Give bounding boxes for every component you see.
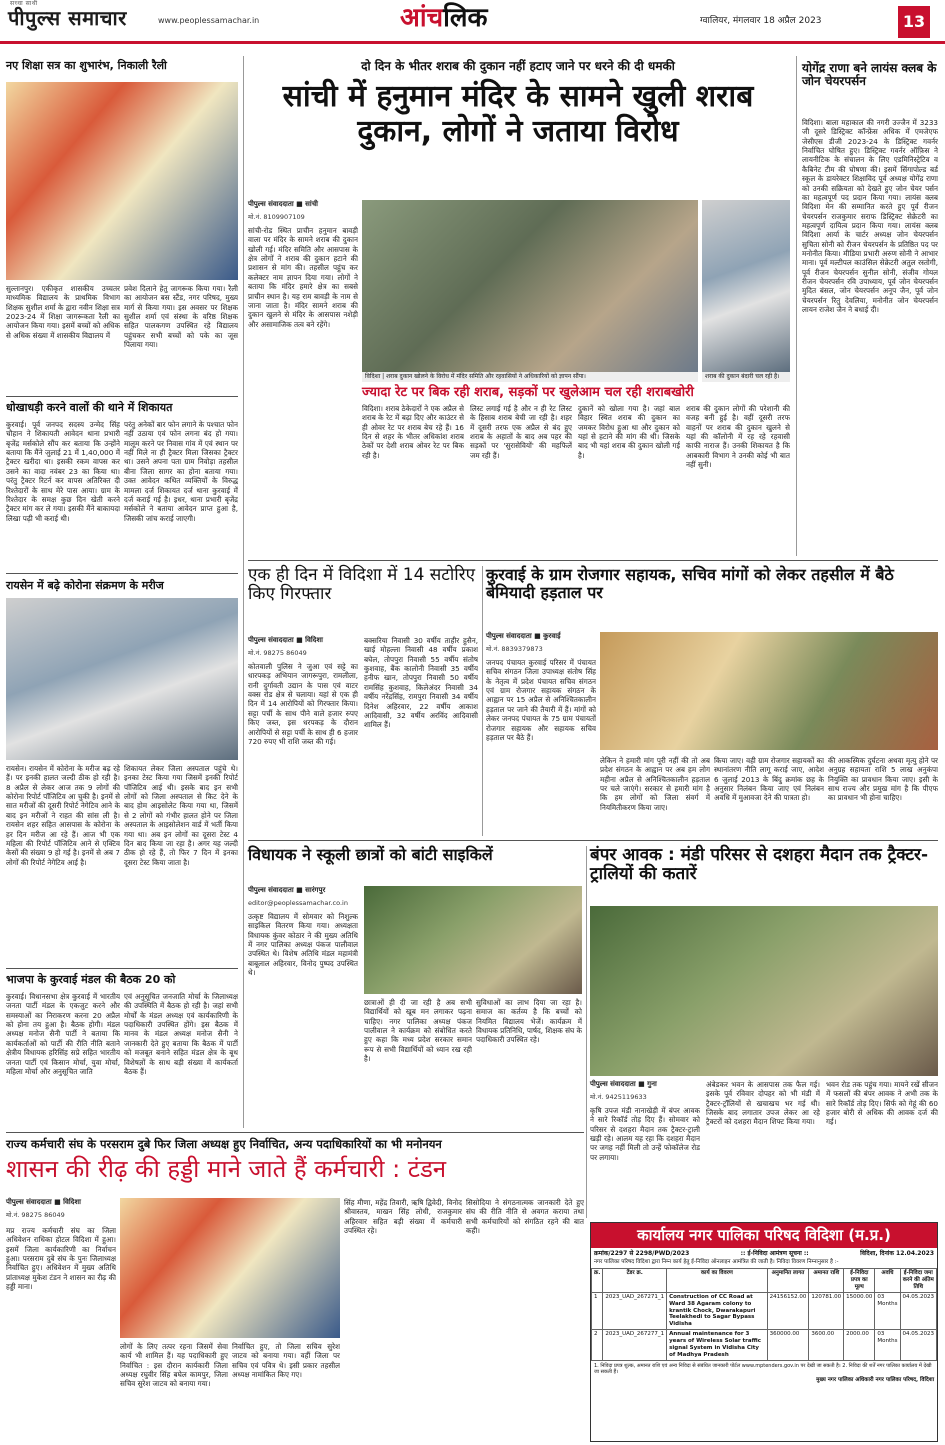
photo-protest <box>362 200 698 372</box>
notice-title: कार्यालय नगर पालिका परिषद विदिशा (म.प्र.) <box>591 1223 937 1248</box>
table-header: टेंडर क्र. <box>603 1269 667 1293</box>
right-headline: योगेंद्र राणा बने लायंस क्लब के जोन चेयरपर्सन <box>802 61 937 89</box>
story3-text-a: रायसेन। रायसेन में कोरोना के मरीज बढ़ रहे हैं। पर इनकी हालत जल्दी ठीक हो रही है। 8 अप्रैल से लेकर आज तक 9 लोगों की कोरोना रिपोर्ट पॉजिटिव आ चुकी है। इनमें से सात मरीजों की दूसरी रिपोर्ट नेगेटिव आने के बाद इन मरीजों ने राहत की सांस ली है। रायसेन शहर सहित आसपास के कोरोना के हर दिन मरीज आ रहे हैं। आज भी एक महिला की रिपोर्ट पॉजिटिव आने से एक्टिव केसों की संख्या 9 हो गई है। इनमें से अब 7 लोगों की रिपोर्ट नेगेटिव आई है। <box>6 764 120 867</box>
photo-liquor-shop <box>702 200 790 372</box>
headline-story2: धोखाधड़ी करने वालों की थाने में शिकायत <box>6 401 173 414</box>
table-cell: 360000.00 <box>767 1330 809 1361</box>
notice-signature: मुख्य नगर पालिका अधिकारी नगर पालिका परिषद, विदिशा <box>816 1377 934 1384</box>
divider <box>6 968 238 969</box>
notice-date: विदिशा, दिनांक 12.04.2023 <box>860 1249 934 1257</box>
union-mobile: मो.नं. 98275 86049 <box>6 1211 65 1219</box>
dateline: ग्वालियर, मंगलवार 18 अप्रैल 2023 <box>700 16 822 26</box>
photo-tractors <box>590 906 938 1076</box>
lead-byline: पीपुल्स संवाददाता ■ सांची <box>248 200 318 208</box>
notice-meta <box>591 1248 937 1260</box>
table-cell: Annual maintenance for 3 years of Wireless Solar traffic signal System in Vidisha City of Madhya Pradesh <box>667 1330 768 1361</box>
sub-lead-text-b: लिस्ट लगाई गई है और न ही रेट लिस्ट के हिसाब शराब बेची जा रही है। शहर में दूसरी तरफ एक अप्रैल से बंद हुए शराब के अहातों के बाद अब पहर की सड़कों पर 'सुरासेवियों' की महफिलें जम रही हैं। <box>470 404 572 460</box>
mandi-headline: बंपर आवक : मंडी परिसर से दशहरा मैदान तक ट्रैक्टर-ट्रालियों की कतारें <box>590 845 929 884</box>
strike-text-c: किया जाए। वही ग्राम रोजगार सहायकों का स्थानांतरण नीति लागू कराई जाए, आदेश 6 जुलाई 2013 के बिंदु क्रमांक छह के अनुसार निलंबन किया जाए एवं निलंबन अवधि में मुआवजा देने की पात्रता हो। <box>714 756 824 803</box>
sub-lead-text-d: शराब की दुकान लोगों की परेशानी की वजह बनी हुई है। वहीं दूसरी तरफ वाहनों पर शराब की दुकान खुलने से यहां की कॉलोनी में रह रहे रहवासी काफी नाराज हैं। उनकी शिकायत है कि आबकारी विभाग ने उनकी कोई भी बात नहीं सुनी। <box>686 404 790 470</box>
story-14-headline: एक ही दिन में विदिशा में 14 सटोरिए किए गिरफ्तार <box>248 565 476 604</box>
divider <box>248 840 938 841</box>
story-14-mobile: मो.नं. 98275 86049 <box>248 649 307 657</box>
notice-table <box>591 1268 937 1361</box>
divider <box>6 396 238 397</box>
story2-text-a: कुरवाई। पूर्व जनपद सदस्य उन्मेद सिंह चौहान ने शिकायती आवेदन थाना प्रभारी बृजेंद्र मर्सकोले सौंप कर बताया कि उन्होंने बताया कि मैंने जुलाई 21 में 1,40,000 में ट्रैक्टर खरीदा था। इसकी रकम वापस कर उसने का वादा नवंबर 23 का किया था। परंतु ट्रैक्टर रिटर्न कर वापस अतिरिक्त दी रिश्तेदारों के साथ मेरे पास आया। ग्राम के रिश्तेदार के समक्ष कुछ दिन खेती करने ट्रैक्टर मांग कर ले गया। इसकी मैंने बाकायदा लिखा पढ़ी भी कराई थी। <box>6 420 120 523</box>
table-header: ई-निविदा जमा करने की अंतिम तिथि <box>900 1269 937 1293</box>
photo-strike <box>600 632 938 750</box>
story4-text-b: एवं अनुसूचित जनजाति मोर्चा के जिलाध्यक्ष की उपस्थिति में बैठक हो रही है। जहां सभी मोर्चों के मंडल अध्यक्ष एवं कार्यकारिणी के पदाधिकारी उपस्थित होंगे। इस बैठक में मानव के मंडल अध्यक्ष मनोज सैनी ने जानकारी देते हुए बताया कि बैठक में पार्टी को मजबूत बनाने सहित मंडल क्षेत्र के बूथ विशेषज्ञों के साथ बड़ी संख्या में कार्यकर्ता बैठक हैं। <box>124 992 238 1076</box>
sub-lead-headline: ज्यादा रेट पर बिक रही शराब, सड़कों पर खुलेआम चल रही शराबखोरी <box>362 385 694 400</box>
union-text-a: मप्र राज्य कर्मचारी संघ का जिला अधिवेशन राधिका होटल विदिशा में हुआ। इसमें जिला कार्यकारिणी का निर्वाचन हुआ। परसराम दुबे संघ के पुनः जिलाध्यक्ष निर्वाचित हुए। अधिवेशन में मुख्य अतिथि प्रांताध्यक्ष मुकेश टंडन ने शासन का रीढ़ की हड्डी माना। <box>6 1226 116 1292</box>
union-text-c: निर्वाचित हुए, तो जिला सचिव सुरेश जाटव को बनाया गया। वहीं जिला पर सचिव एवं पवित्र थे। इसी प्रकार तहसील अध्यक्ष नामांकित किए गए। <box>232 1342 340 1380</box>
table-cell: 15000.00 <box>844 1292 875 1329</box>
union-headline: शासन की रीढ़ की हड्डी माने जाते हैं कर्मचारी : टंडन <box>6 1155 447 1183</box>
mla-text-b: छात्राओं ही दी जा रही है अब सभी विद्यार्थियों को खूब मन लगाकर पढ़ना चाहिए। नगर पालिका अध्यक्ष पंकज पालीवाल ने कार्यक्रम को संबोधित करते हुए कहा कि मध्य प्रदेश सरकार समान रूप से सभी विद्यार्थियों को ध्यान रख रही है। <box>364 998 472 1064</box>
lead-text-a: सांची-रोड स्थित प्राचीन हनुमान बावड़ी वाला पर मंदिर के सामने शराब की दुकान खोली गई। मंदिर समिति और आसपास के क्षेत्र लोगों ने शराब की दुकान हटाने की प्रशासन से मांग की। तहसील पहुंच कर कलेक्टर नाम ज्ञापन दिया गया। लोगों ने बताया कि मंदिर हमारे क्षेत्र का सबसे प्राचीन स्थान है। यह राम बावड़ी के नाम से जाना जाता है। मंदिर सामने शराब की दुकान खुलने से मंदिर के आसपास नशेड़ी और असामाजिक तत्व बने रहेंगे। <box>248 226 358 329</box>
photo-cycle-distribution <box>364 886 582 994</box>
table-cell: 03 Months <box>875 1330 900 1361</box>
notice-ref: क्रमांक/2297 से 2298/PWD/2023 <box>594 1249 690 1257</box>
section-title <box>400 2 487 35</box>
divider <box>6 1132 584 1133</box>
strike-text-b: लेकिन ने हमारी मांग पूरी नहीं की तो अब प्रदेश संगठन के आह्वान पर अब हम लोग महीना अप्रैल से अनिश्चितकालीन हड़ताल पर चले जाएंगे। सरकार से हमारी मांग है कि हम लोगों को जिला संवर्ग में नियमितीकरण किया जाए। <box>600 756 710 812</box>
mla-byline: पीपुल्स संवाददाता ■ सारंगपुर <box>248 886 326 894</box>
table-cell: 1 <box>592 1292 603 1329</box>
table-row <box>592 1330 937 1361</box>
table-cell: 3600.00 <box>809 1330 844 1361</box>
table-cell: Construction of CC Road at Ward 38 Agaram colony to krantik Chock, Dwarakapuri Teelakhedi to Sagar Bypass Vidisha <box>667 1292 768 1329</box>
union-kicker: राज्य कर्मचारी संघ के परसराम दुबे फिर जिला अध्यक्ष हुए निर्वाचित, अन्य पदाधिकारियों का भी मनोनयन <box>6 1137 442 1151</box>
story2-text-b: परंतु अनेकों बार फोन लगाने के पश्चात फोन नहीं उठाया एवं फोन लगना बंद हो गया। मालूम करने पर निवास गांव में एवं स्थान पर नहीं मिले ना ही ट्रैक्टर मिला जिसका ट्रैक्टर था। उसने अपना पता ग्राम निवोड़ा तहसील बीना जिला सागर का होना बताया गया। उक्त आवेदन कथित व्यक्तियों के विरुद्ध मामला दर्ज शिकायत दर्ज थाना कुरवाई में दर्ज कराई गई है। इधर, थाना प्रभारी बृजेंद्र मर्सकोले ने बताया आवेदन प्राप्त हुआ है, जिसकी जांच कराई जाएगी। <box>124 420 238 523</box>
table-cell: 2000.00 <box>844 1330 875 1361</box>
story-14-byline: पीपुल्स संवाददाता ■ विदिशा <box>248 636 323 644</box>
mandi-text-b: अंबेडकर भवन के आसपास तक फैल गई। इसके पूर्व रविवार दोपहर को भी मंडी में ट्रैक्टर-ट्रॉलियों से खचाखच भर गई थी। जिसके बाद लगातार उपज लेकर आ रहे ट्रैक्टरों को दशहरा मैदान शिफ्ट किया गया। <box>706 1080 820 1127</box>
headline-story3: रायसेन में बढ़े कोरोना संक्रमण के मरीज <box>6 579 164 592</box>
column-divider <box>796 56 797 556</box>
lead-photo-caption-2: शराब की दुकान बंदारी चल रही है। <box>702 372 790 382</box>
union-text-e: सिसोदिया ने संगठनात्मक जानकारी देते हुए संघ की रीति नीति से अवगत कराया तथा सभी कर्मचारियों को संगठित रहने की बात कही। <box>466 1198 584 1236</box>
mandi-text-a: कृषि उपज मंडी नानाखेड़ी में बंपर आवक ने सारे रिकॉर्ड तोड़ दिए हैं। सोमवार को परिसर से दशहरा मैदान तक ट्रैक्टर-ट्राली खड़ी रहे। आलम यह रहा कि दशहरा मैदान पर जगह नहीं मिली तो उन्हें फोकॉलेज रोड पर लगाया। <box>590 1106 700 1162</box>
headline-story1: नए शिक्षा सत्र का शुभारंभ, निकाली रैली <box>6 59 167 72</box>
brand-tagline: सच्चा साथी <box>10 0 38 7</box>
divider <box>6 573 238 574</box>
left-column <box>6 60 238 72</box>
divider <box>248 560 938 561</box>
union-text-b: लोगों के लिए तत्पर रहना जिसमें सेवा कार्य भी शामिल हैं। यह पदाधिकारी हुए निर्वाचित : इस दौरान कार्यकारी जिला अध्यक्ष रघुवीर सिंह बघेल कामपुर, जिला सचिव सुरेश जाटव को बनाया गया। <box>120 1342 228 1389</box>
lead-headline: सांची में हनुमान मंदिर के सामने खुली शराब दुकान, लोगों ने जताया विरोध <box>282 79 754 149</box>
table-cell: 04.05.2023 <box>900 1292 937 1329</box>
table-cell: 2 <box>592 1330 603 1361</box>
notice-subtitle: :: ई-निविदा आमंत्रण सूचना :: <box>740 1249 809 1257</box>
sub-lead-text-a: विदिशा। शराब ठेकेदारों ने एक अप्रैल से शराब के रेट में बढ़ा दिए और काउंटर से ही ओवर रेट पर शराब बेच रहे हैं। 16 दिन से शहर के भीतर अधिकांश शराब ठेकों पर देशी शराब ओवर रेट पर बिक रही है। <box>362 404 464 460</box>
table-cell: 2023_UAD_267271_1 <box>603 1292 667 1329</box>
mandi-text-c: भवन रोड तक पहुंच गया। मायने रखें सीजन में फसलों की बंपर आवक ने अभी तक के सारे रिकॉर्ड तोड़ दिए। सिर्फ को गेहूं की 60 हजार बोरी से अधिक की आवक दर्ज की गई। <box>826 1080 938 1127</box>
table-cell: 04.05.2023 <box>900 1330 937 1361</box>
table-row <box>592 1292 937 1329</box>
lead-mobile: मो.नं. 8109907109 <box>248 213 305 221</box>
mandi-byline: पीपुल्स संवाददाता ■ गुना <box>590 1080 657 1088</box>
story-14-text-b: बक्सरिया निवासी 30 वर्षीय ताहीर हुसैन, खाई मोहल्ला निवासी 48 वर्षीय प्रकाश बघेल, तोपपुरा निवासी 55 वर्षीय संतोष कुशवाह, बैंक कालोनी निवासी 35 वर्षीय हनीफ खान, तोपपुरा निवासी 50 वर्षीय रामसिंह कुशवाह, किलेअंदर निवासी 34 वर्षीय नरेंद्रसिंह, रामपुरा निवासी 34 वर्षीय दिनेश अहिरवार, 22 वर्षीय आकाश आदिवासी, 32 वर्षीय अरविंद आदिवासी शामिल हैं। <box>364 636 478 730</box>
table-header: अवधि <box>875 1269 900 1293</box>
section-title-a: आंच <box>400 3 444 33</box>
union-byline: पीपुल्स संवाददाता ■ विदिशा <box>6 1198 81 1206</box>
strike-text-d: की आकस्मिक दुर्घटना अथवा मृत्यु होने पर अनुग्रह सहायता राशि 5 लाख अनुकंपा नियुक्ति का प्रावधान किया जाए। इसी के साथ राज्य और प्रमुख मांग है कि पीएफ का प्रावधान भी होना चाहिए। <box>828 756 938 803</box>
table-cell: 03 Months <box>875 1292 900 1329</box>
table-header: कार्य का विवरण <box>667 1269 768 1293</box>
story1-text-b: प्रवेश दिलाने हेतु जागरूक किया गया। रैली का आयोजन बस स्टैंड, नगर परिषद, मुख्य मार्ग से किया गया। इस अवसर पर शिक्षक सुशील शर्मा एवं संस्था के वरिष्ठ शिक्षक सहित पालकगण उपस्थित रहे विद्यालय पहुंचकर सभी बच्चों को पके का जूस पिलाया गया। <box>124 284 238 350</box>
strike-byline: पीपुल्स संवाददाता ■ कुरवाई <box>486 632 561 640</box>
section-title-b: लिक <box>443 3 488 33</box>
table-header: अमानत राशि <box>809 1269 844 1293</box>
tender-notice <box>590 1222 938 1442</box>
column-divider <box>586 846 587 1218</box>
column-divider <box>243 56 244 1128</box>
story1-text-a: सुल्तानपुर। एकीकृत शासकीय उच्चतर माध्यमिक विद्यालय के प्राथमिक विभाग शिक्षक सुशील शर्मा के द्वारा नवीन शिक्षा सत्र 2023-24 में शिक्षा जागरूकता रैली का आयोजन किया गया। इसमें बच्चों को अधिक से अधिक संख्या में शासकीय विद्यालय में <box>6 284 120 340</box>
notice-footnote: 1. निविदा प्रपत्र शुल्क, अमानत राशि एवं अन्य निविदा से संबंधित जानकारी पोर्टल www.mptenders.gov.in पर देखी जा सकती है। 2. निविदा की शर्तें नगर पालिका कार्यालय में देखी जा सकती हैं। <box>594 1362 932 1375</box>
column-divider <box>482 566 483 836</box>
table-header: क्र. <box>592 1269 603 1293</box>
mla-email[interactable]: editor@peoplessamachar.co.in <box>248 899 348 907</box>
photo-school-children <box>6 82 238 280</box>
notice-intro: नगर पालिका परिषद विदिशा द्वारा निम्न कार्य हेतु ई-निविदा ऑनलाइन आमंत्रित की जाती है। निविदा विवरण निम्नानुसार है :- <box>594 1259 839 1266</box>
strike-mobile: मो.नं. 8839379873 <box>486 645 543 653</box>
table-cell: 2023_UAD_267277_1 <box>603 1330 667 1361</box>
table-header: अनुमानित लागत <box>767 1269 809 1293</box>
strike-headline: कुरवाई के ग्राम रोजगार सहायक, सचिव मांगों को लेकर तहसील में बैठे बेमियादी हड़ताल पर <box>486 565 894 602</box>
mla-text-c: सुविधाओं का लाभ दिया जा रहा है। समाज का कर्तव्य है कि बच्चों को नियमित विद्यालय भेजें। कार्यक्रम में विधायक प्रतिनिधि, पार्षद, शिक्षक संघ के पदाधिकारी उपस्थित रहे। <box>476 998 582 1045</box>
site-url[interactable]: www.peoplessamachar.in <box>158 16 260 25</box>
page-number: 13 <box>898 6 930 38</box>
mla-text-a: उत्कृष्ट विद्यालय में सोमवार को निशुल्क साइकिल वितरण किया गया। अध्यक्षता विधायक कुंवर कोठार ने की मुख्य अतिथि में नगर पालिका अध्यक्ष पंकज पालीवाल उपस्थित थे। विशेष अतिथि मंडल महामंत्री बाबूलाल अहिरवार, विनोद पुष्पद उपस्थित थे। <box>248 912 358 978</box>
table-header-row <box>592 1269 937 1293</box>
union-text-d: सिंह मीणा, महेंद्र तिवारी, ऋषि द्विवेदी, विनोद श्रीवास्तव, माखन सिंह लोधी, राजकुमार अहिरवार सहित बड़ी संख्या में कर्मचारी उपस्थित रहे। <box>344 1198 462 1236</box>
story3-text-b: शिकायत लेकर जिला अस्पताल पहुंचे थे। इनका टेस्ट किया गया जिसमें इनकी रिपोर्ट पॉजिटिव आई थी। इसके बाद इन सभी लोगों को जिला अस्पताल से किट देने के बाद होम आइसोलेट किया गया था, जिसमें से 2 लोगों को गंभीर हालत होने पर जिला अस्पताल के आइसोलेशन वार्ड में भर्ती किया गया था। अब इन लोगों का दूसरा टेस्ट 4 दिन बाद किया जा रहा है। अगर यह जल्दी ठीक हो रहे हैं, तो फिर 7 दिन में इनका दूसरा टेस्ट किया जाता है। <box>124 764 238 867</box>
story4-text-a: कुरवाई। विधानसभा क्षेत्र कुरवाई में भारतीय जनता पार्टी मंडल के एकजुट करने और समस्याओं का निराकरण करना 20 अप्रैल को होना तय हुआ है। बैठक होगी। मंडल अध्यक्ष मनोज सैनी पार्टी ने बताया कि कार्यकर्ताओं को पार्टी की रीति नीति बताने क्षेत्रीय विधायक हरिसिंह सप्रे सहित भारतीय जनता पार्टी एवं किसान मोर्चा, युवा मोर्चा, महिला मोर्चा और अनुसूचित जाति <box>6 992 120 1076</box>
strike-text-a: जनपद पंचायत कुरवाई परिसर में पंचायत सचिव संगठन जिला उपाध्यक्ष संतोष सिंह के नेतृत्व में प्रदेश पंचायत सचिव संगठन एवं ग्राम रोजगार सहायक संगठन के आह्वान पर 15 अप्रैल से अनिश्चितकालीन हड़ताल पर जाने की तैयारी में हैं। मांगों को लेकर जनपद पंचायत के 75 ग्राम पंचायतों रोजगार सहायक और सहायक सचिव हड़ताल पर बैठे हैं। <box>486 658 596 742</box>
mandi-mobile: मो.नं. 9425119633 <box>590 1093 647 1101</box>
masthead <box>0 0 945 44</box>
lead-kicker: दो दिन के भीतर शराब की दुकान नहीं हटाए जाने पर धरने की दी धमकी <box>361 59 675 73</box>
headline-story4: भाजपा के कुरवाई मंडल की बैठक 20 को <box>6 973 176 986</box>
table-cell: 120781.00 <box>809 1292 844 1329</box>
photo-corona-ward <box>6 598 238 760</box>
photo-union-leaders <box>120 1198 340 1338</box>
brand-logo <box>8 0 127 31</box>
mla-headline: विधायक ने स्कूली छात्रों को बांटी साइकिलें <box>248 845 493 864</box>
table-cell: 24156152.00 <box>767 1292 809 1329</box>
lead-photo-caption: विदिशा | शराब दुकान खोलने के विरोध में मंदिर समिति और रहवासियों ने अधिकारियों को ज्ञापन सौंपा। <box>362 372 698 382</box>
sub-lead-text-c: दुकानें को खोला गया है। जहां बाल विहार स्थित शराब की दुकान का जमकर विरोध हुआ था और दुकान को यहां से हटाने की मांग की थी। जिसके बाद भी यहां शराब की दुकान खोली गई है। <box>578 404 680 460</box>
brand-name: पीपुल्स समाचार <box>8 6 127 30</box>
story-14-text-a: कोतवाली पुलिस ने जुआ एवं सट्टे का धारपकड़ अभियान जागरूपुरा, रामलीला, रानी दुर्गावती उद्यान के पास एवं वाटर वक्स रोड क्षेत्र से चलाया। यहां से एक ही दिन में 14 आरोपियों को गिरफ्तार किया। सट्टा पर्ची के साथ पीने वाले हजार रुपए किए जब्त, इस धरपकड़ के दौरान आरोपियों से सट्टा पर्ची के साथ ही 6 हजार 720 रुपए भी राशि जब्त की गई। <box>248 662 358 746</box>
table-header: ई-निविदा प्रपत्र का मूल्य <box>844 1269 875 1293</box>
right-text: विदिशा। बाला महाकाल की नगरी उज्जैन में 3233 जी दूसरे डिस्ट्रिक्ट कॉन्फ्रेंस अधिक में एमजेएफ जेसीएस डीजी 2023-24 के डिस्ट्रिक्ट गवर्नर निर्वाचित घोषित हुए। डिस्ट्रिक्ट गवर्नर ऑफ़िस ने लायनीटिक के संचालन के लिए एडमिनिस्ट्रेटिव व कैबिनेट टीम की घोषणा की। इसमें सिंगापोल्ड बर्ड स्कूल के डायरेक्टर शिक्षाविद पूर्व अध्यक्ष योगेंद्र राणा को उनकी सक्रियता को देखते हुए जोन चेयर पर्सन का महत्वपूर्ण पद प्रदान किया गया। लायंस क्लब विदिशा मेन की सम्मानित करते हुए पूर्व रीजन चेयरपर्सन राजकुमार सराफ डिस्ट्रिक्ट सेक्रेटरी का महत्वपूर्ण दायित्व प्रदान किया गया। लायंस क्लब विदिशा आर्या के चार्टर अध्यक्ष जोन चेयरपर्सन सुचिता सोनी को रीजन चेयरपर्सन के प्रतिष्ठित पद पर मनोनीत किया। मीडिया प्रभारी अरुण सोनी ने आभार माना। पूर्व मल्टीपल काउंसिल सेक्रेटरी अतुल रस्तोगी, पूर्व रीजन चेयरपर्सन सुनील सोनी, संजीव गोयल रीजन चेयरपर्सन रवि उपाध्याय, पूर्व जोन चेयरपर्सन मुदित बंसल, जोन चेयरपर्सन अनूप जैन, पूर्व जोन चेयरपर्सन रितु देवलिया, मनोनीत जोन चेयरपर्सन लायन राजेश जैन ने बधाई दी। <box>802 118 938 315</box>
